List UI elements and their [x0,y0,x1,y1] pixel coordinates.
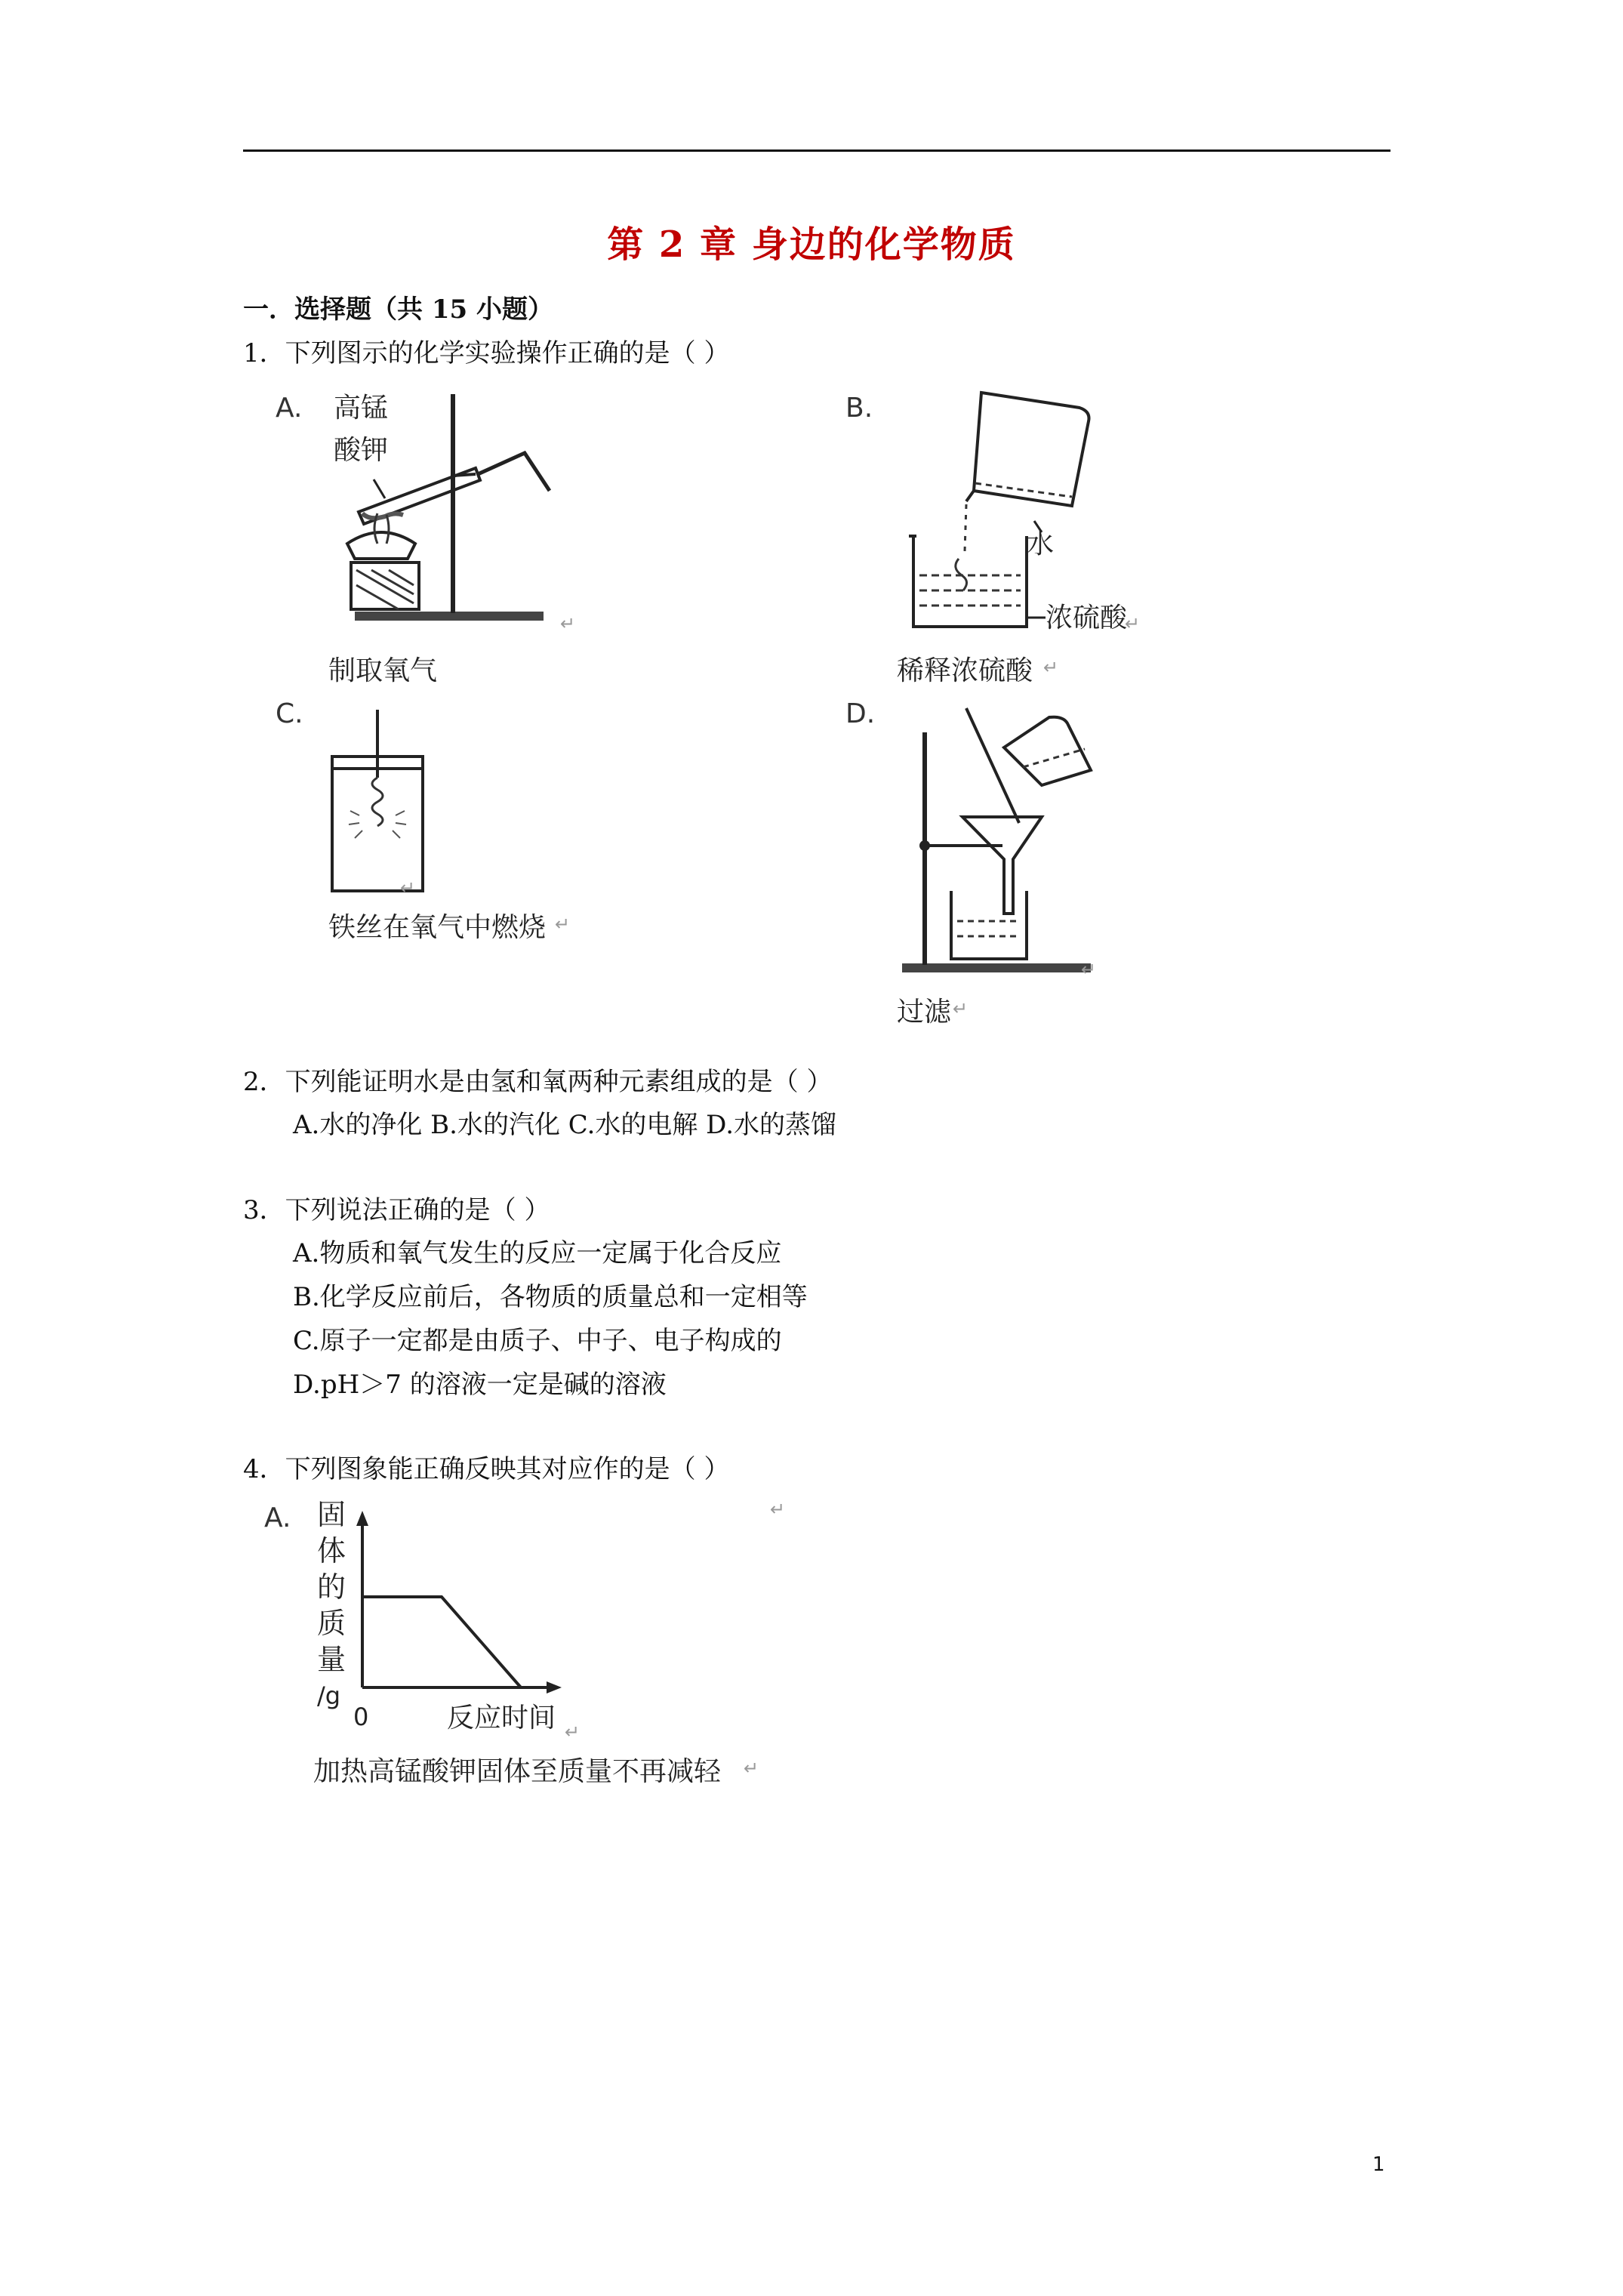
q1-option-c-caption: 铁丝在氧气中燃烧 [328,912,547,943]
q1-option-d-caption: 过滤 [897,997,952,1028]
return-mark-icon: ↵ [1043,657,1059,678]
q1-option-c-letter: C. [276,698,303,729]
return-mark-icon: ↵ [565,1721,581,1743]
chart-series-line [362,1597,521,1687]
q1-option-b-caption: 稀释浓硫酸 [897,655,1033,686]
header-rule [243,149,1390,152]
q1-option-a-letter: A. [276,393,303,424]
q1-option-c-jar-figure [317,702,468,898]
q1-option-a-apparatus-figure [317,378,574,634]
chart-ylabel-char: /g [317,1681,341,1710]
q1-option-b-beaker-figure [891,378,1178,634]
chart-ylabel-char: 质 [317,1607,346,1640]
return-mark-icon: ↵ [555,914,571,935]
q1-option-d-filter-figure [891,695,1102,982]
chart-y-axis-arrow [356,1511,368,1526]
return-mark-icon: ↵ [560,613,576,634]
q1-option-b-label-water: 水 [1027,529,1055,559]
q2-stem: 2．下列能证明水是由氢和氧两种元素组成的是（ ） [243,1067,833,1097]
q3-option-d: D.pH＞7 的溶液一定是碱的溶液 [293,1370,667,1400]
chart-ylabel-char: 的 [317,1570,346,1604]
return-mark-icon: ↵ [744,1758,759,1779]
page-title: 第 2 章 身边的化学物质 [607,223,1016,266]
return-mark-icon: ↵ [953,998,969,1019]
q1-option-b-label-acid: 浓硫酸 [1046,603,1128,633]
q4-stem: 4．下列图象能正确反映其对应作的是（ ） [243,1454,730,1484]
q1-option-a-label-2: 酸钾 [334,435,389,466]
q1-option-d-letter: D. [845,698,876,729]
return-mark-icon: ↵ [1081,959,1097,980]
page-number: 1 [1372,2153,1385,2176]
q3-stem: 3．下列说法正确的是（ ） [243,1195,550,1225]
q3-option-a: A.物质和氧气发生的反应一定属于化合反应 [293,1238,782,1268]
section-heading: 一．选择题（共 15 小题） [243,294,553,325]
q4-option-a-caption: 加热高锰酸钾固体至质量不再减轻 [313,1756,722,1787]
return-mark-icon: ↵ [400,877,416,898]
q1-option-b-letter: B. [845,393,873,424]
q1-option-a-label-1: 高锰 [334,393,389,424]
chart-ylabel-char: 固 [317,1498,346,1531]
chart-xlabel: 反应时间 [447,1703,556,1734]
chart-origin-label: 0 [353,1703,369,1731]
q3-option-c: C.原子一定都是由质子、中子、电子构成的 [293,1326,782,1356]
q2-options: A.水的净化 B.水的汽化 C.水的电解 D.水的蒸馏 [293,1110,837,1140]
q4-option-a-chart [310,1491,581,1748]
q1-stem: 1．下列图示的化学实验操作正确的是（ ） [243,338,730,368]
chart-ylabel-char: 量 [317,1643,346,1676]
chart-ylabel-char: 体 [317,1534,346,1567]
q1-option-a-caption: 制取氧气 [328,655,438,686]
q3-option-b: B.化学反应前后，各物质的质量总和一定相等 [293,1282,808,1312]
chart-x-axis-arrow [547,1681,562,1693]
return-mark-icon: ↵ [770,1499,786,1520]
q4-option-a-letter: A. [264,1502,291,1533]
return-mark-icon: ↵ [1125,613,1141,634]
